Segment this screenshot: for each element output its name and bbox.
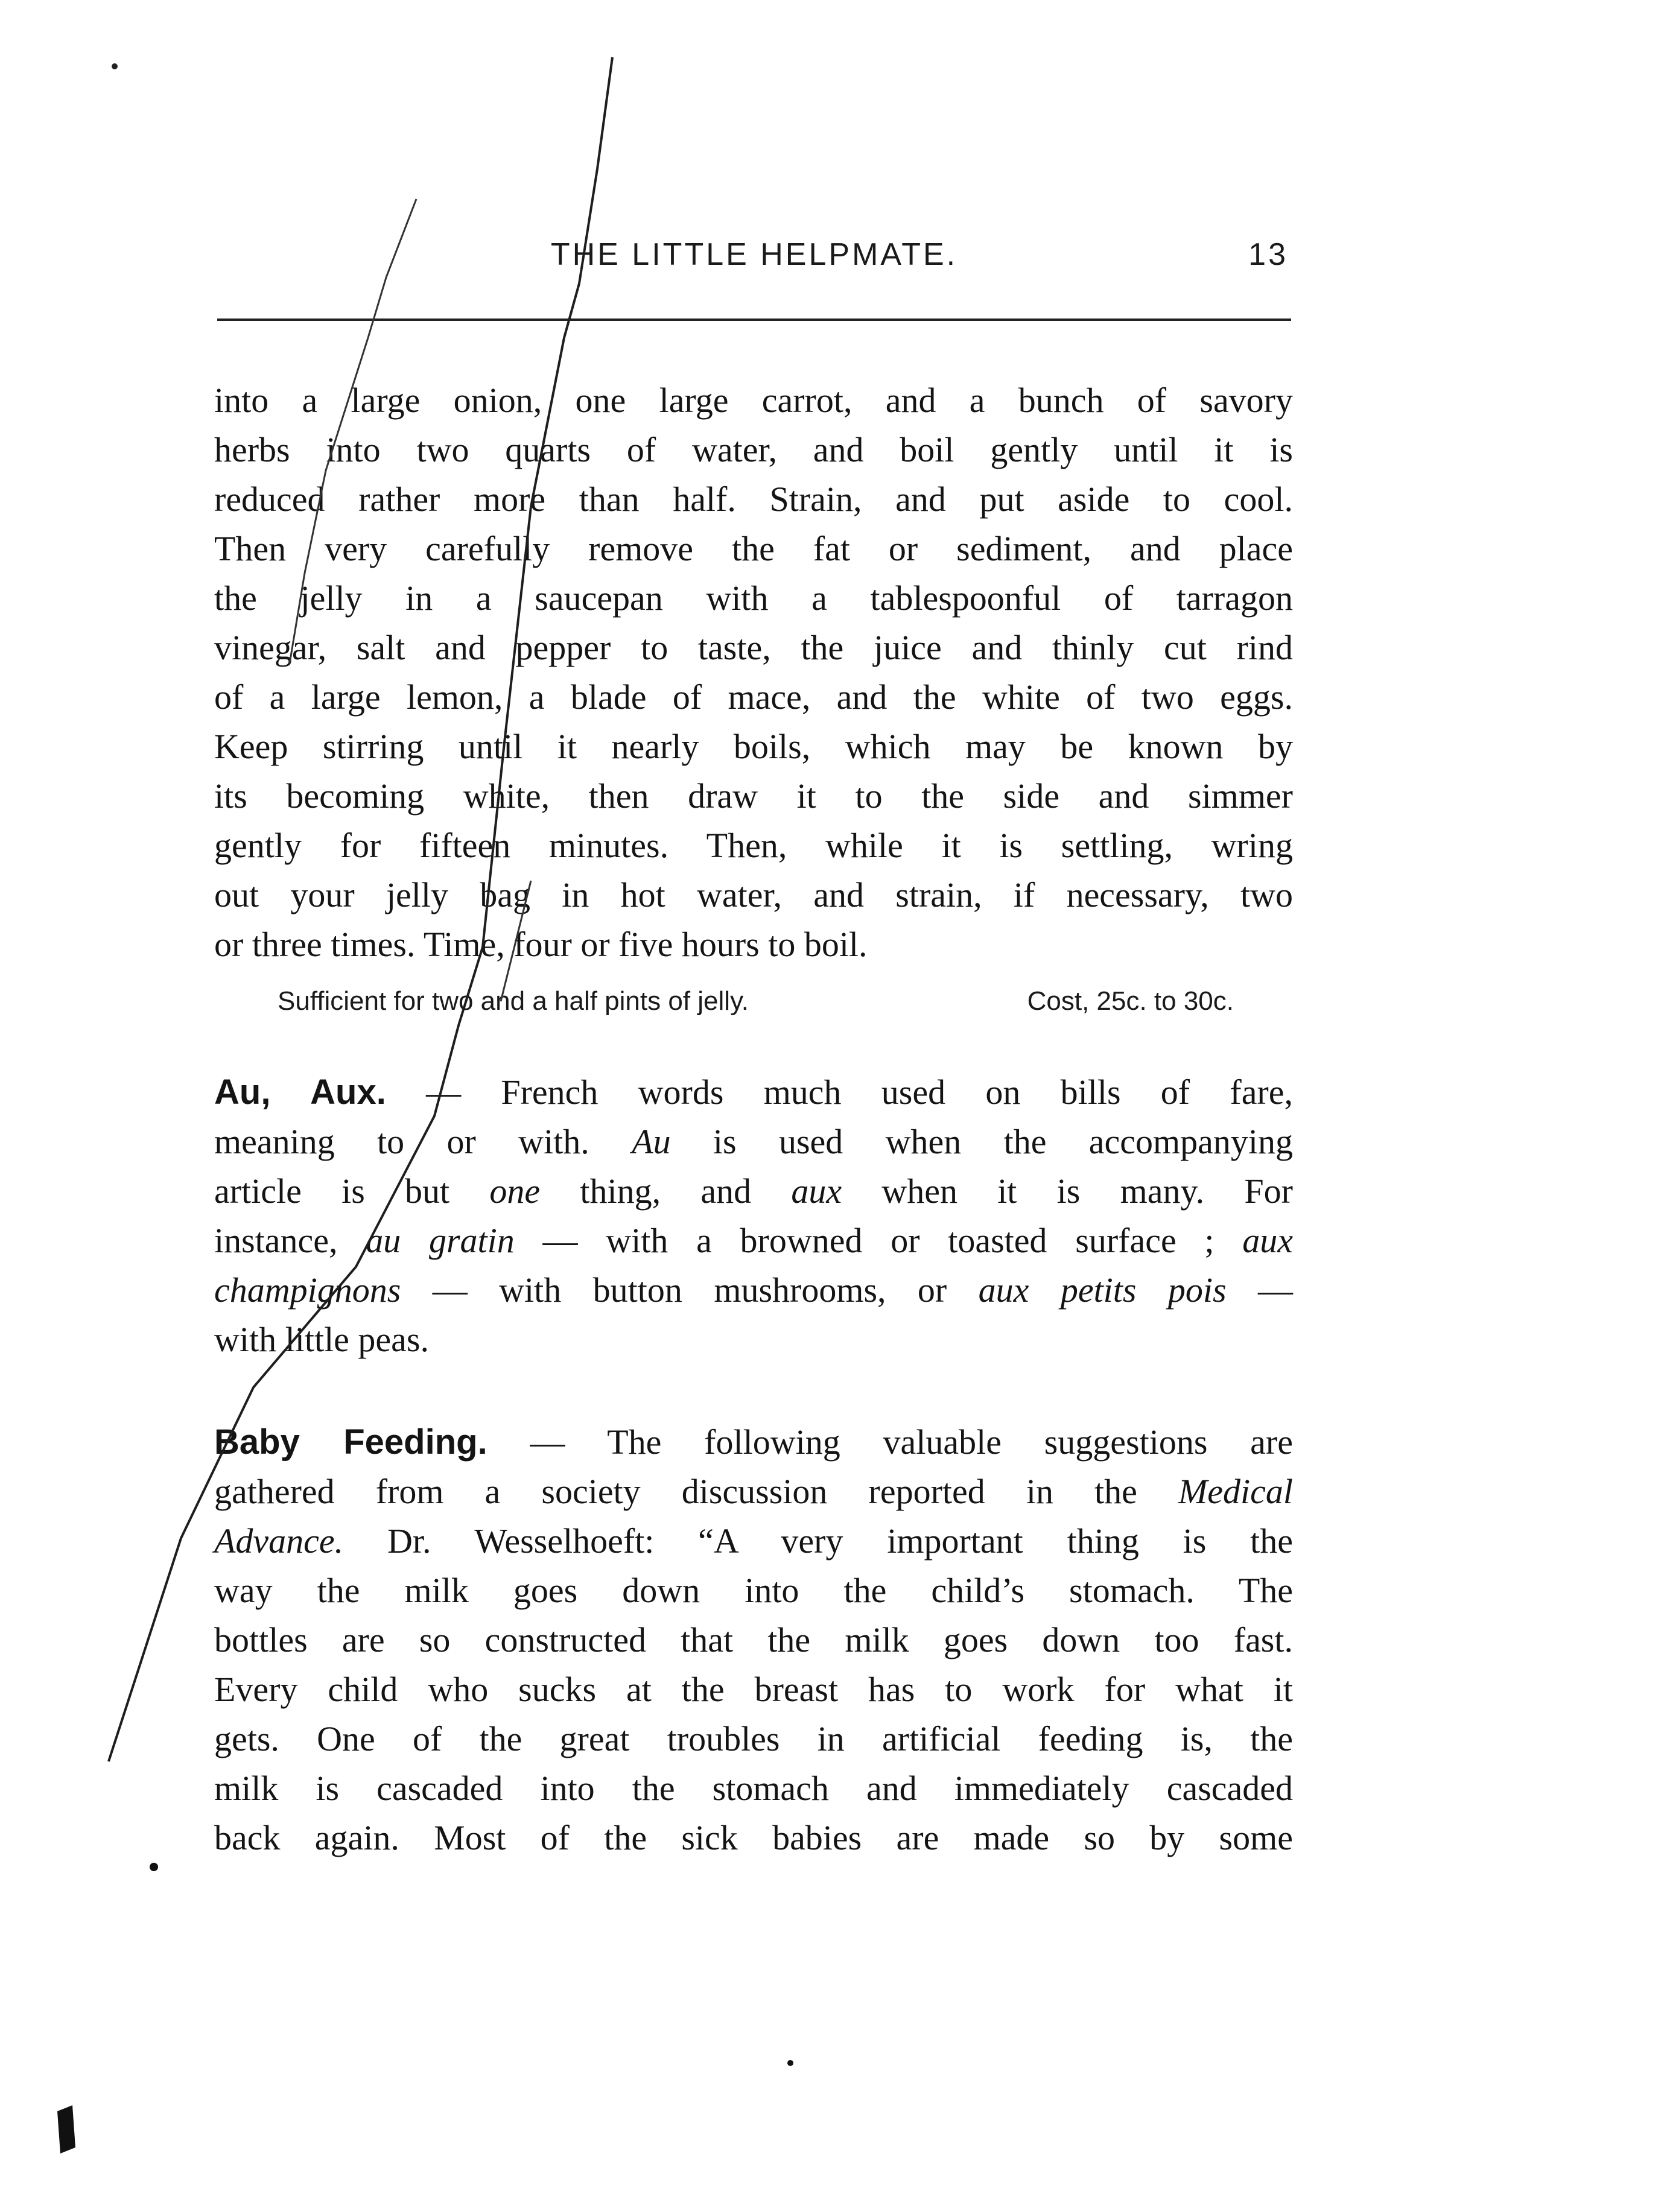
text-line xyxy=(214,1516,1293,1566)
italic-run: Advance. xyxy=(214,1521,344,1561)
text-line: out your jelly bag in hot water, and strain, if necessary, two xyxy=(214,875,1293,914)
text-run: thing, and xyxy=(540,1171,792,1211)
text-run: instance, xyxy=(214,1221,366,1260)
italic-run: one xyxy=(489,1171,541,1211)
text-run: is used when the accompanying xyxy=(670,1122,1293,1161)
text-line: of a large lemon, a blade of mace, and the white of two eggs. xyxy=(214,677,1293,717)
italic-run: au gratin xyxy=(366,1221,515,1260)
text-run: gathered from a society discussion reported in the xyxy=(214,1472,1178,1511)
text-line: Keep stirring until it nearly boils, which may be known by xyxy=(214,727,1293,766)
italic-run: Medical xyxy=(1178,1472,1293,1511)
italic-run: aux xyxy=(1242,1221,1293,1260)
text-line: way the milk goes down into the child’s stomach. The xyxy=(214,1571,1293,1610)
running-head xyxy=(214,236,1294,279)
page-number: 13 xyxy=(1248,237,1288,272)
text-run: article is but xyxy=(214,1171,490,1211)
text-line: Then very carefully remove the fat or sediment, and place xyxy=(214,529,1293,568)
entry-heading: Baby Feeding. xyxy=(214,1422,487,1462)
text-run: — French words much used on bills of fare, xyxy=(386,1073,1293,1112)
text-line: back again. Most of the sick babies are made so by some xyxy=(214,1818,1293,1857)
cost-note: Cost, 25c. to 30c. xyxy=(1027,986,1234,1016)
ink-speck xyxy=(787,2060,793,2066)
text-line: bottles are so constructed that the milk goes down too fast. xyxy=(214,1620,1293,1659)
text-line: vinegar, salt and pepper to taste, the juice and thinly cut rind xyxy=(214,628,1293,667)
ink-speck xyxy=(112,63,118,69)
italic-run: champignons xyxy=(214,1270,401,1310)
text-line xyxy=(214,1216,1293,1266)
yield-note: Sufficient for two and a half pints of jelly. xyxy=(278,986,749,1016)
recipe-continuation-paragraph xyxy=(214,376,1293,969)
recipe-footnote xyxy=(278,977,1234,1025)
text-line: milk is cascaded into the stomach and immediately cascaded xyxy=(214,1769,1293,1808)
text-line xyxy=(214,1266,1293,1315)
text-line: its becoming white, then draw it to the side and simmer xyxy=(214,776,1293,816)
entry-au-aux xyxy=(214,1068,1293,1364)
ink-smudge xyxy=(57,2105,75,2153)
text-run: — with button mushrooms, or xyxy=(401,1270,979,1310)
text-line: reduced rather more than half. Strain, and put aside to cool. xyxy=(214,480,1293,519)
text-line xyxy=(214,1068,1293,1117)
text-line: gently for fifteen minutes. Then, while it is settling, wring xyxy=(214,826,1293,865)
text-run: when it is many. For xyxy=(842,1171,1293,1211)
text-line: herbs into two quarts of water, and boil gently until it is xyxy=(214,430,1293,469)
text-run: Dr. Wesselhoeft: “A very important thing is the xyxy=(343,1521,1293,1561)
text-run: — The following valuable suggestions are xyxy=(487,1422,1293,1462)
text-line xyxy=(214,1467,1293,1516)
text-line: Every child who sucks at the breast has to work for what it xyxy=(214,1670,1293,1709)
ink-speck xyxy=(150,1863,158,1871)
text-line xyxy=(214,1117,1293,1167)
entry-heading: Au, Aux. xyxy=(214,1073,386,1112)
text-run: — xyxy=(1226,1270,1294,1310)
text-line: or three times. Time, four or five hours to boil. xyxy=(214,925,868,964)
italic-run: aux xyxy=(791,1171,842,1211)
text-line xyxy=(214,1167,1293,1216)
italic-run: aux petits pois xyxy=(978,1270,1227,1310)
text-line xyxy=(214,1418,1293,1467)
italic-run: Au xyxy=(632,1122,671,1161)
entry-baby-feeding xyxy=(214,1418,1293,1863)
text-run: meaning to or with. xyxy=(214,1122,632,1161)
text-line: the jelly in a saucepan with a tablespoonful of tarragon xyxy=(214,578,1293,618)
text-line: gets. One of the great troubles in artificial feeding is, the xyxy=(214,1719,1293,1758)
text-line: into a large onion, one large carrot, and a bunch of savory xyxy=(214,381,1293,420)
header-rule xyxy=(217,318,1291,321)
text-run: — with a browned or toasted surface ; xyxy=(514,1221,1243,1260)
running-title: THE LITTLE HELPMATE. xyxy=(550,237,958,272)
text-line: with little peas. xyxy=(214,1320,429,1359)
